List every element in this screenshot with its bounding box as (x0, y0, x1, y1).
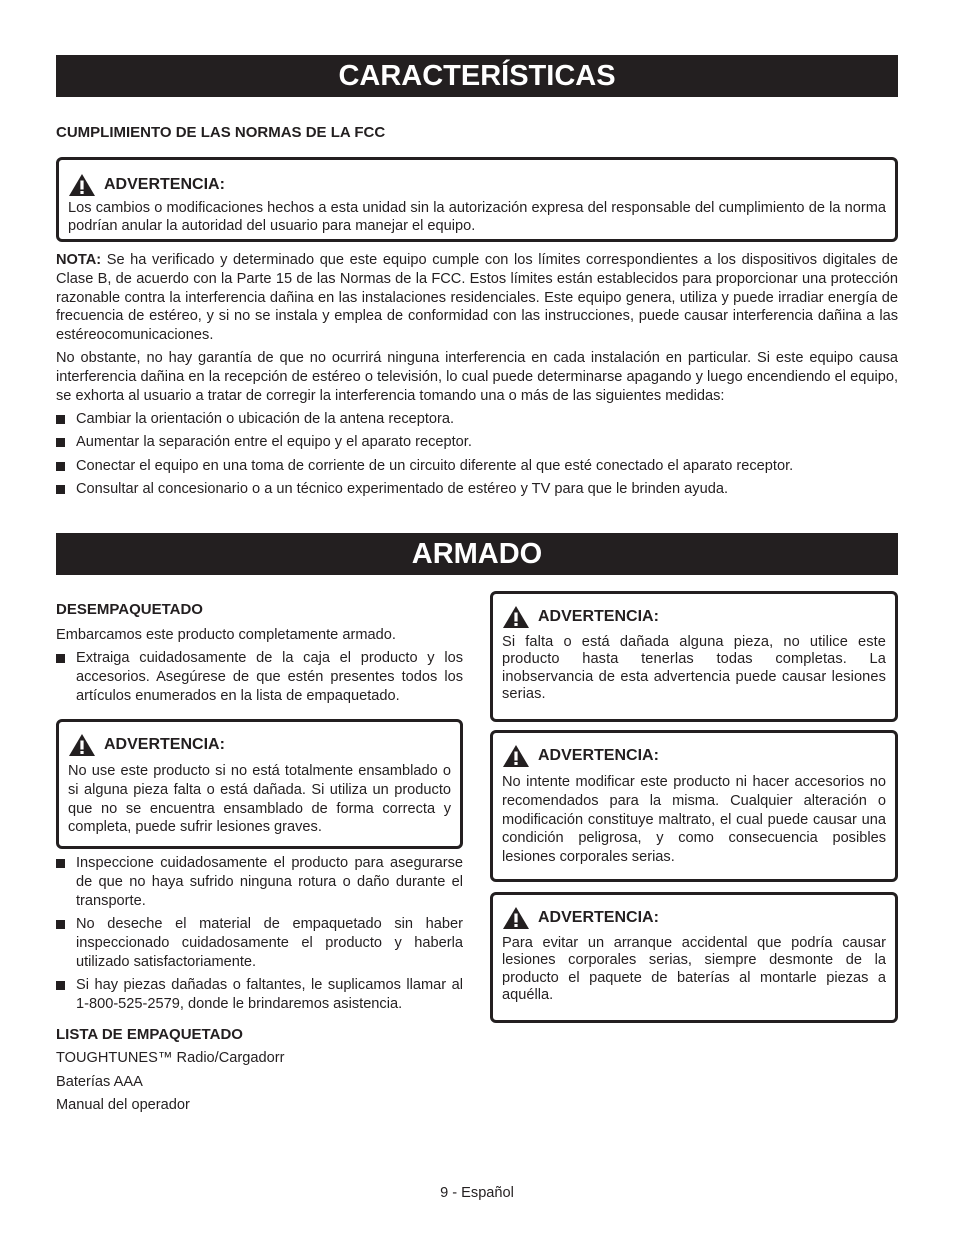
list-item: Cambiar la orientación o ubicación de la antena receptora. (56, 410, 898, 429)
unpack-list (56, 649, 463, 705)
warning-title: ADVERTENCIA: (538, 909, 659, 926)
list-item: No deseche el material de empaquetado sin haber inspeccionado cuidadosamente el producto y haberla utilizado satisfactoriamente. (56, 915, 463, 971)
warning-text: No use este producto si no está totalmente ensamblado o si alguna pieza falta o está dañada. Si utiliza un producto que no se encuentra ensamblado de forma correcta y completa, puede sufrir lesiones graves. (68, 763, 451, 836)
desempaquetado-heading: DESEMPAQUETADO (56, 601, 203, 618)
list-item: Aumentar la separación entre el equipo y el aparato receptor. (56, 433, 898, 452)
page-number: 9 - Español (440, 1185, 514, 1201)
list-item: Inspeccione cuidadosamente el producto para asegurarse de que no haya sufrido ninguna rotura o daño durante el transporte. (56, 854, 463, 910)
warning-icon (502, 906, 530, 930)
list-item: Si hay piezas dañadas o faltantes, le suplicamos llamar al 1-800-525-2579, donde le brindaremos asistencia. (56, 976, 463, 1014)
warning-title: ADVERTENCIA: (104, 736, 225, 753)
nota-text: Se ha verificado y determinado que este equipo cumple con los límites correspondientes a los dispositivos digitales de Clase B, de acuerdo con la Parte 15 de las Normas de la FCC. Estos límites están establecidos para proporcionar una protección razonable contra la interferencia dañina en las instalaciones residenciales. Este equipo genera, utiliza y puede irradiar energía de frecuencia de estéreo, y si no se instala y emplea de conformidad con las instrucciones, puede causar interferencia dañina a las estéreocomunicaciones. (56, 252, 898, 344)
warning-title: ADVERTENCIA: (538, 608, 659, 625)
measures-list (56, 410, 898, 499)
warning-icon (502, 744, 530, 768)
warning-text: Para evitar un arranque accidental que podría causar lesiones corporales serias, siempre desmonte de la producto el paquete de baterías al montarle piezas a aquélla. (502, 935, 886, 1003)
section-title-caracteristicas: CARACTERÍSTICAS (56, 55, 898, 97)
warning-icon (68, 173, 96, 197)
warning-box-battery (490, 892, 898, 1023)
warning-icon (68, 733, 96, 757)
nota-paragraph (56, 251, 898, 345)
list-item: Extraiga cuidadosamente de la caja el producto y los accesorios. Asegúrese de que estén presentes todos los artículos enumerados en la lista de empaquetado. (56, 649, 463, 705)
fcc-heading: CUMPLIMIENTO DE LAS NORMAS DE LA FCC (56, 124, 386, 141)
interference-paragraph: No obstante, no hay garantía de que no ocurrirá ninguna interferencia en cada instalación en particular. Si este equipo causa interferencia dañina en la recepción de estéreo o televisión, lo cual puede determinarse apagando y luego encendiendo el equipo, se exhorta al usuario a tratar de corregir la interferencia tomando una o más de las siguientes medidas: (56, 350, 898, 404)
packing-item: Manual del operador (56, 1097, 190, 1113)
inspection-list (56, 854, 463, 1014)
warning-title: ADVERTENCIA: (538, 747, 659, 764)
section-title-armado: ARMADO (56, 533, 898, 575)
unpack-intro: Embarcamos este producto completamente armado. (56, 627, 396, 643)
warning-icon (502, 605, 530, 629)
warning-title: ADVERTENCIA: (104, 176, 225, 193)
warning-box-missing-parts (490, 591, 898, 722)
list-item: Consultar al concesionario o a un técnico experimentado de estéreo y TV para que le brinden ayuda. (56, 480, 898, 499)
warning-text: Si falta o está dañada alguna pieza, no utilice este producto hasta tenerlas todas completas. La inobservancia de esta advertencia puede causar lesiones serias. (502, 634, 886, 702)
packing-item: TOUGHTUNES™ Radio/Cargadorr (56, 1050, 285, 1066)
warning-text: Los cambios o modificaciones hechos a esta unidad sin la autorización expresa del responsable del cumplimiento de la norma podrían anular la autoridad del usuario para manejar el equipo. (68, 200, 886, 234)
list-item: Conectar el equipo en una toma de corriente de un circuito diferente al que esté conectado el aparato receptor. (56, 457, 898, 476)
warning-text: No intente modificar este producto ni hacer accesorios no recomendados para la misma. Cualquier alteración o modificación constituye maltrato, el cual puede causar una condición peligrosa, y como consecuencia posibles lesiones corporales serias. (502, 774, 886, 866)
packing-item: Baterías AAA (56, 1074, 143, 1090)
nota-label: NOTA: (56, 252, 102, 268)
warning-box-fcc (56, 157, 898, 242)
lista-heading: LISTA DE EMPAQUETADO (56, 1026, 243, 1043)
warning-box-assembly (56, 719, 463, 849)
warning-box-modification (490, 730, 898, 882)
